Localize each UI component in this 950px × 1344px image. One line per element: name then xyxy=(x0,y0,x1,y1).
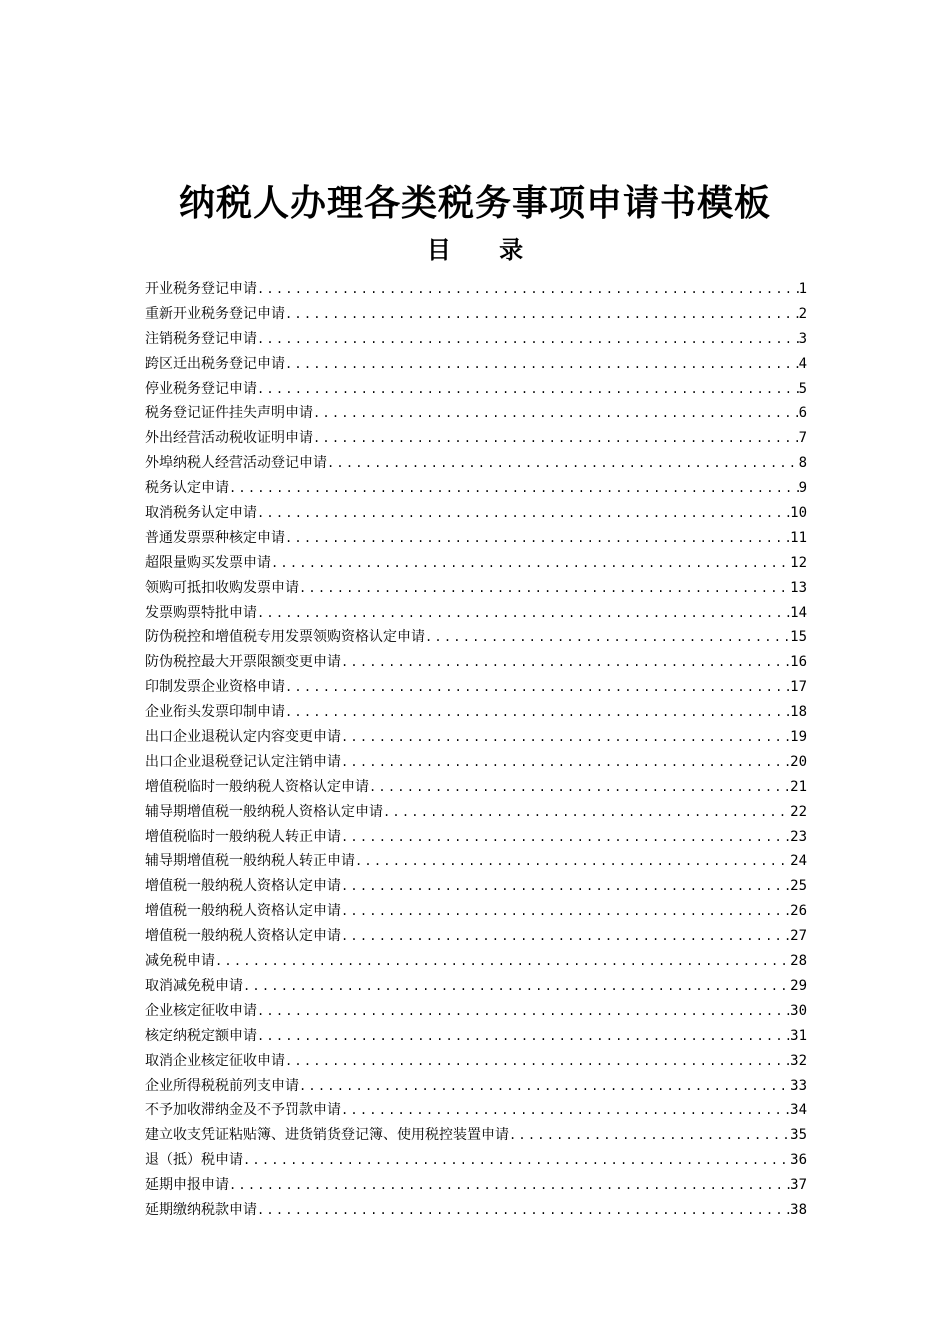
toc-entry[interactable] xyxy=(145,650,807,675)
toc-dot-leader xyxy=(355,849,790,874)
toc-dot-leader xyxy=(257,999,790,1024)
toc-entry[interactable] xyxy=(145,725,807,750)
toc-entry-page-number: 15 xyxy=(790,629,807,646)
toc-entry-label: 增值税一般纳税人资格认定申请 xyxy=(145,928,341,945)
toc-dot-leader xyxy=(285,700,790,725)
toc-entry-page-number: 7 xyxy=(798,430,807,447)
toc-entry-label: 发票购票特批申请 xyxy=(145,604,257,621)
toc-entry[interactable] xyxy=(145,999,807,1024)
toc-dot-leader xyxy=(257,277,799,302)
toc-entry[interactable] xyxy=(145,377,807,402)
toc-entry-page-number: 33 xyxy=(790,1077,807,1094)
toc-entry-label: 税务认定申请 xyxy=(145,480,229,497)
table-of-contents xyxy=(145,277,807,1223)
toc-dot-leader xyxy=(243,1148,790,1173)
toc-entry-page-number: 2 xyxy=(798,305,807,322)
toc-dot-leader xyxy=(229,476,799,501)
toc-dot-leader xyxy=(299,576,790,601)
toc-entry-page-number: 28 xyxy=(790,953,807,970)
toc-entry-label: 取消税务认定申请 xyxy=(145,505,257,522)
toc-entry[interactable] xyxy=(145,601,807,626)
toc-entry[interactable] xyxy=(145,501,807,526)
toc-dot-leader xyxy=(341,899,790,924)
toc-entry-page-number: 26 xyxy=(790,903,807,920)
toc-entry-label: 延期缴纳税款申请 xyxy=(145,1201,257,1218)
toc-entry[interactable] xyxy=(145,1049,807,1074)
toc-entry-page-number: 17 xyxy=(790,679,807,696)
document-title: 纳税人办理各类税务事项申请书模板 xyxy=(178,183,771,224)
toc-entry[interactable] xyxy=(145,949,807,974)
toc-dot-leader xyxy=(215,949,790,974)
toc-dot-leader xyxy=(341,825,790,850)
toc-entry-label: 跨区迁出税务登记申请 xyxy=(145,355,285,372)
toc-entry[interactable] xyxy=(145,576,807,601)
toc-entry-page-number: 19 xyxy=(790,729,807,746)
toc-dot-leader xyxy=(509,1123,790,1148)
toc-entry-page-number: 10 xyxy=(790,505,807,522)
toc-entry-label: 取消减免税申请 xyxy=(145,977,243,994)
toc-entry[interactable] xyxy=(145,401,807,426)
toc-entry-label: 核定纳税定额申请 xyxy=(145,1027,257,1044)
toc-entry[interactable] xyxy=(145,800,807,825)
toc-entry-page-number: 6 xyxy=(798,405,807,422)
toc-entry[interactable] xyxy=(145,849,807,874)
toc-entry-label: 停业税务登记申请 xyxy=(145,380,257,397)
toc-entry[interactable] xyxy=(145,675,807,700)
toc-dot-leader xyxy=(257,377,799,402)
toc-dot-leader xyxy=(341,874,790,899)
toc-entry-page-number: 35 xyxy=(790,1127,807,1144)
toc-entry-page-number: 30 xyxy=(790,1002,807,1019)
toc-entry-page-number: 25 xyxy=(790,878,807,895)
toc-entry[interactable] xyxy=(145,899,807,924)
toc-entry-page-number: 20 xyxy=(790,753,807,770)
toc-entry-page-number: 23 xyxy=(790,828,807,845)
toc-entry-label: 注销税务登记申请 xyxy=(145,330,257,347)
toc-dot-leader xyxy=(341,750,790,775)
toc-dot-leader xyxy=(383,800,790,825)
toc-entry-page-number: 11 xyxy=(790,529,807,546)
toc-entry[interactable] xyxy=(145,924,807,949)
toc-entry-label: 增值税临时一般纳税人资格认定申请 xyxy=(145,778,369,795)
toc-dot-leader xyxy=(313,401,799,426)
toc-dot-leader xyxy=(229,1173,790,1198)
toc-entry-page-number: 18 xyxy=(790,704,807,721)
toc-entry-page-number: 21 xyxy=(790,778,807,795)
toc-entry-label: 辅导期增值税一般纳税人转正申请 xyxy=(145,853,355,870)
toc-dot-leader xyxy=(341,1098,790,1123)
toc-entry-page-number: 22 xyxy=(790,803,807,820)
toc-entry-label: 增值税一般纳税人资格认定申请 xyxy=(145,903,341,920)
toc-entry-page-number: 32 xyxy=(790,1052,807,1069)
toc-dot-leader xyxy=(243,974,790,999)
toc-dot-leader xyxy=(285,526,790,551)
toc-entry-label: 企业衔头发票印制申请 xyxy=(145,704,285,721)
toc-entry-label: 印制发票企业资格申请 xyxy=(145,679,285,696)
toc-entry[interactable] xyxy=(145,1173,807,1198)
toc-entry-label: 出口企业退税认定内容变更申请 xyxy=(145,729,341,746)
toc-entry-page-number: 29 xyxy=(790,977,807,994)
toc-entry-label: 建立收支凭证粘贴簿、进货销货登记簿、使用税控装置申请 xyxy=(145,1127,509,1144)
toc-entry-label: 领购可抵扣收购发票申请 xyxy=(145,579,299,596)
toc-dot-leader xyxy=(299,1074,790,1099)
toc-dot-leader xyxy=(285,675,790,700)
toc-entry[interactable] xyxy=(145,352,807,377)
toc-entry[interactable] xyxy=(145,277,807,302)
toc-entry[interactable] xyxy=(145,700,807,725)
toc-entry[interactable] xyxy=(145,451,807,476)
toc-entry-label: 减免税申请 xyxy=(145,953,215,970)
toc-entry-label: 普通发票票种核定申请 xyxy=(145,529,285,546)
toc-entry[interactable] xyxy=(145,302,807,327)
toc-entry-page-number: 14 xyxy=(790,604,807,621)
toc-entry[interactable] xyxy=(145,526,807,551)
toc-entry[interactable] xyxy=(145,625,807,650)
toc-entry-label: 取消企业核定征收申请 xyxy=(145,1052,285,1069)
toc-entry-label: 防伪税控最大开票限额变更申请 xyxy=(145,654,341,671)
toc-entry-page-number: 5 xyxy=(798,380,807,397)
toc-entry-label: 超限量购买发票申请 xyxy=(145,554,271,571)
toc-heading: 目 录 xyxy=(426,236,524,264)
toc-entry-label: 企业所得税税前列支申请 xyxy=(145,1077,299,1094)
toc-dot-leader xyxy=(341,725,790,750)
toc-entry-page-number: 31 xyxy=(790,1027,807,1044)
toc-entry[interactable] xyxy=(145,1074,807,1099)
toc-entry[interactable] xyxy=(145,874,807,899)
toc-entry-label: 税务登记证件挂失声明申请 xyxy=(145,405,313,422)
toc-entry-label: 增值税临时一般纳税人转正申请 xyxy=(145,828,341,845)
toc-entry[interactable] xyxy=(145,775,807,800)
toc-entry-page-number: 37 xyxy=(790,1177,807,1194)
toc-dot-leader xyxy=(341,924,790,949)
toc-dot-leader xyxy=(285,1049,790,1074)
toc-entry-label: 防伪税控和增值税专用发票领购资格认定申请 xyxy=(145,629,425,646)
toc-entry[interactable] xyxy=(145,327,807,352)
toc-dot-leader xyxy=(257,327,799,352)
toc-entry-page-number: 36 xyxy=(790,1152,807,1169)
toc-entry-label: 辅导期增值税一般纳税人资格认定申请 xyxy=(145,803,383,820)
toc-entry-page-number: 8 xyxy=(798,455,807,472)
toc-entry[interactable] xyxy=(145,825,807,850)
toc-entry-page-number: 34 xyxy=(790,1102,807,1119)
toc-entry-page-number: 27 xyxy=(790,928,807,945)
toc-entry-page-number: 16 xyxy=(790,654,807,671)
toc-dot-leader xyxy=(257,1198,790,1223)
toc-entry[interactable] xyxy=(145,1098,807,1123)
toc-entry-label: 不予加收滞纳金及不予罚款申请 xyxy=(145,1102,341,1119)
toc-entry-label: 开业税务登记申请 xyxy=(145,281,257,297)
toc-entry-label: 企业核定征收申请 xyxy=(145,1002,257,1019)
toc-dot-leader xyxy=(285,302,799,327)
toc-entry-page-number: 24 xyxy=(790,853,807,870)
toc-entry-page-number: 9 xyxy=(798,480,807,497)
toc-entry-page-number: 12 xyxy=(790,554,807,571)
toc-dot-leader xyxy=(313,426,799,451)
toc-dot-leader xyxy=(257,601,790,626)
toc-entry[interactable] xyxy=(145,551,807,576)
toc-dot-leader xyxy=(425,625,790,650)
toc-entry[interactable] xyxy=(145,1123,807,1148)
toc-entry-page-number: 4 xyxy=(798,355,807,372)
toc-dot-leader xyxy=(257,1024,790,1049)
toc-entry[interactable] xyxy=(145,974,807,999)
toc-entry-label: 增值税一般纳税人资格认定申请 xyxy=(145,878,341,895)
toc-entry-page-number: 13 xyxy=(790,579,807,596)
toc-entry-page-number: 3 xyxy=(798,330,807,347)
toc-dot-leader xyxy=(257,501,790,526)
toc-entry-label: 外埠纳税人经营活动登记申请 xyxy=(145,455,327,472)
toc-dot-leader xyxy=(369,775,790,800)
toc-entry-page-number: 38 xyxy=(790,1201,807,1218)
toc-entry-label: 重新开业税务登记申请 xyxy=(145,305,285,322)
toc-entry[interactable] xyxy=(145,1024,807,1049)
toc-entry-label: 退（抵）税申请 xyxy=(145,1152,243,1169)
toc-entry[interactable] xyxy=(145,476,807,501)
toc-dot-leader xyxy=(341,650,790,675)
toc-entry-label: 外出经营活动税收证明申请 xyxy=(145,430,313,447)
toc-entry[interactable] xyxy=(145,1198,807,1223)
toc-entry[interactable] xyxy=(145,426,807,451)
toc-entry[interactable] xyxy=(145,1148,807,1173)
toc-entry-label: 出口企业退税登记认定注销申请 xyxy=(145,753,341,770)
toc-dot-leader xyxy=(271,551,790,576)
toc-entry-label: 延期申报申请 xyxy=(145,1177,229,1194)
toc-dot-leader xyxy=(285,352,799,377)
toc-dot-leader xyxy=(327,451,799,476)
toc-entry-page-number: 1 xyxy=(798,281,807,297)
toc-entry[interactable] xyxy=(145,750,807,775)
